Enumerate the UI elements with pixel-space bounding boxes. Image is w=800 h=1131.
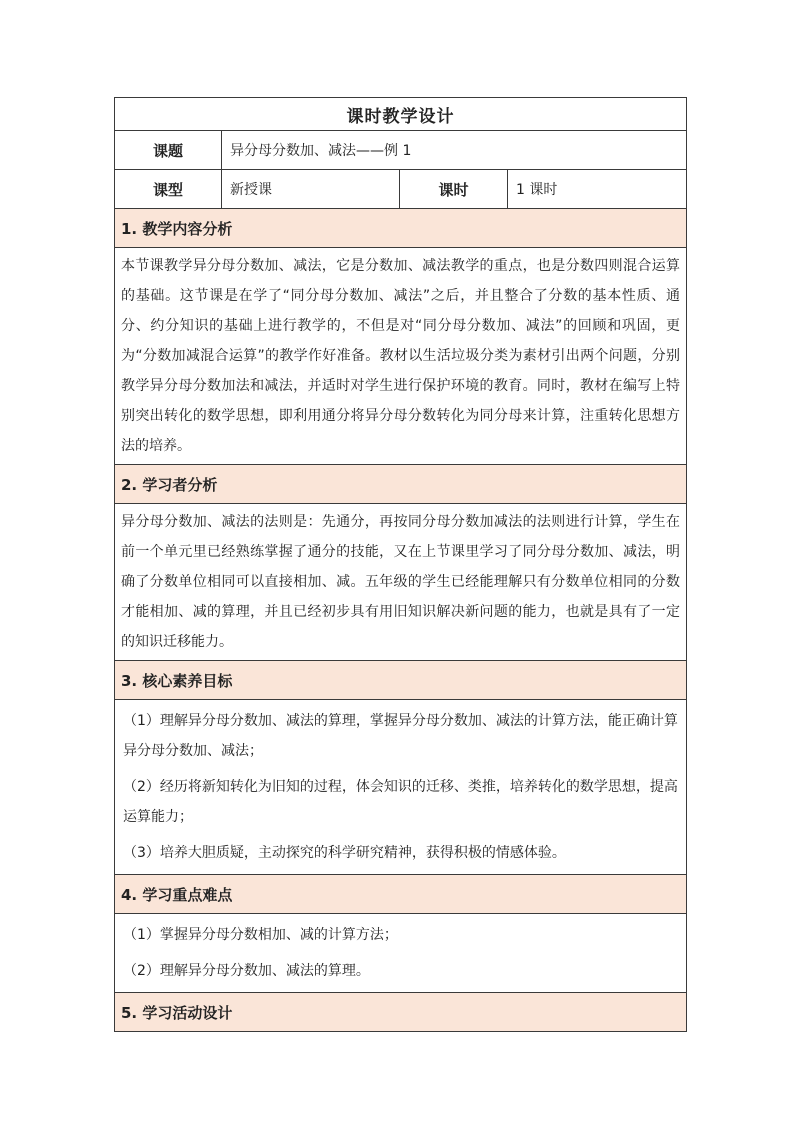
learner-analysis-text: 异分母分数加、减法的法则是：先通分，再按同分母分数加减法的法则进行计算，学生在前一个单元里已经熟练掌握了通分的技能，又在上节课里学习了同分母分数加、减法，明确了分数单位相同可以直接相加、减。五年级的学生已经能理解只有分数单位相同的分数才能相加、减的算理，并且已经初步具有用旧知识解决新问题的能力，也就是具有了一定的知识迁移能力。 (115, 504, 687, 661)
section-heading-key-points: 4. 学习重点难点 (115, 875, 687, 914)
class-hours-value: 1 课时 (508, 170, 687, 209)
core-goals-list (115, 700, 687, 875)
class-hours-label: 课时 (400, 170, 508, 209)
list-item: （2）经历将新知转化为旧知的过程，体会知识的迁移、类推，培养转化的数学思想，提高运算能力； (123, 779, 678, 825)
lesson-type-label: 课型 (115, 170, 222, 209)
lesson-design-table (114, 97, 687, 1032)
list-item: （1）掌握异分母分数相加、减的计算方法； (123, 927, 398, 943)
content-analysis-text: 本节课教学异分母分数加、减法，它是分数加、减法教学的重点，也是分数四则混合运算的基础。这节课是在学了“同分母分数加、减法”之后，并且整合了分数的基本性质、通分、约分知识的基础上进行教学的，不但是对“同分母分数加、减法”的回顾和巩固，更为“分数加减混合运算”的教学作好准备。教材以生活垃圾分类为素材引出两个问题，分别教学异分母分数加法和减法，并适时对学生进行保护环境的教育。同时，教材在编写上特别突出转化的数学思想，即利用通分将异分母分数转化为同分母来计算，注重转化思想方法的培养。 (115, 248, 687, 465)
key-points-list (115, 914, 687, 993)
lesson-type-value: 新授课 (222, 170, 400, 209)
list-item: （1）理解异分母分数加、减法的算理，掌握异分母分数加、减法的计算方法，能正确计算异分母分数加、减法； (123, 713, 678, 759)
section-heading-content-analysis: 1. 教学内容分析 (115, 209, 687, 248)
section-heading-core-goals: 3. 核心素养目标 (115, 661, 687, 700)
list-item: （3）培养大胆质疑，主动探究的科学研究精神，获得积极的情感体验。 (123, 845, 566, 861)
list-item: （2）理解异分母分数加、减法的算理。 (123, 963, 370, 979)
topic-label: 课题 (115, 131, 222, 170)
document-title: 课时教学设计 (115, 98, 687, 131)
section-heading-activity-design: 5. 学习活动设计 (115, 993, 687, 1032)
topic-value: 异分母分数加、减法——例 1 (222, 131, 687, 170)
section-heading-learner-analysis: 2. 学习者分析 (115, 465, 687, 504)
